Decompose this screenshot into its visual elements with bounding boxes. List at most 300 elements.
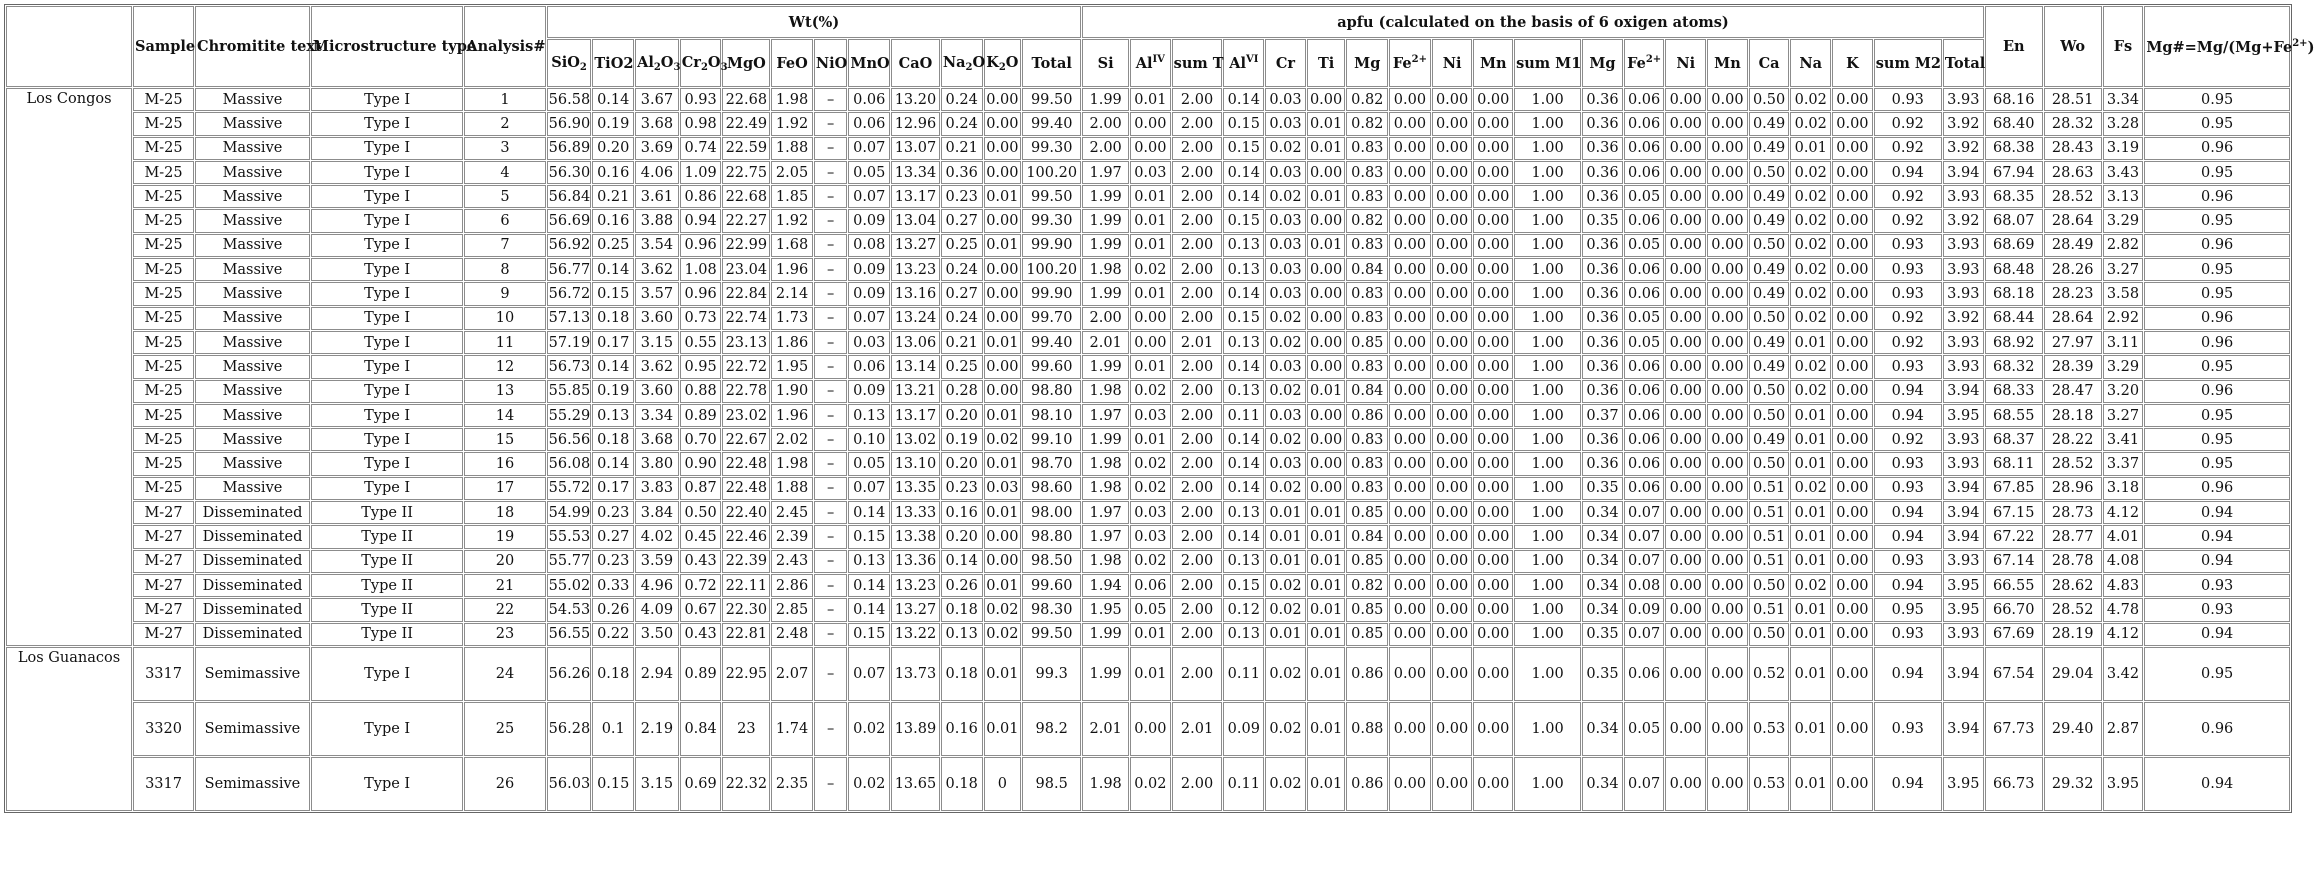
- table-cell: 2.00: [1172, 355, 1223, 378]
- table-cell: 0.00: [1389, 477, 1431, 500]
- table-cell: Massive: [195, 404, 310, 427]
- table-row: [6, 88, 2290, 111]
- table-cell: 3.28: [2103, 112, 2144, 135]
- table-cell: 0.23: [941, 185, 983, 208]
- wt-column-header: [592, 39, 634, 87]
- table-cell: –: [814, 137, 848, 160]
- wt-column-header: [635, 39, 679, 87]
- table-cell: 28.23: [2044, 282, 2102, 305]
- table-cell: 0.92: [1874, 331, 1942, 354]
- table-cell: 100.20: [1022, 258, 1081, 281]
- table-cell: 0.00: [1432, 452, 1473, 475]
- table-cell: 16: [464, 452, 545, 475]
- table-cell: 0.01: [1307, 574, 1346, 597]
- table-cell: 0.00: [984, 307, 1022, 330]
- table-cell: 0.82: [1346, 209, 1388, 232]
- table-cell: 1.97: [1082, 525, 1129, 548]
- table-cell: 0.09: [848, 380, 890, 403]
- apfu-column-superscript: VI: [1245, 54, 1259, 65]
- table-cell: 0.93: [1874, 477, 1942, 500]
- table-cell: 0.00: [1707, 185, 1748, 208]
- table-cell: 0.07: [848, 185, 890, 208]
- table-cell: 0.16: [941, 501, 983, 524]
- table-cell: 0.00: [1832, 88, 1873, 111]
- table-cell: 0.01: [1790, 404, 1831, 427]
- table-cell: 0.94: [2144, 757, 2290, 811]
- table-cell: 24: [464, 647, 545, 701]
- table-cell: 0.16: [592, 209, 634, 232]
- table-cell: 0.01: [1307, 380, 1346, 403]
- table-cell: 1.96: [771, 258, 813, 281]
- table-cell: 0.00: [1832, 550, 1873, 573]
- table-cell: 68.44: [1985, 307, 2043, 330]
- table-cell: Disseminated: [195, 525, 310, 548]
- table-cell: 0.02: [984, 598, 1022, 621]
- table-cell: 1.00: [1514, 258, 1581, 281]
- table-cell: 13.20: [891, 88, 940, 111]
- table-cell: 0.00: [1432, 88, 1473, 111]
- table-cell: 0.36: [1582, 452, 1623, 475]
- table-cell: 0.05: [1130, 598, 1171, 621]
- table-cell: 1.99: [1082, 282, 1129, 305]
- table-row: [6, 404, 2290, 427]
- table-cell: 4.09: [635, 598, 679, 621]
- table-cell: 0.95: [2144, 355, 2290, 378]
- table-cell: 2.00: [1172, 757, 1223, 811]
- table-cell: 2.48: [771, 623, 813, 646]
- table-cell: 13.16: [891, 282, 940, 305]
- table-cell: 0.51: [1749, 525, 1790, 548]
- table-cell: 0.00: [1832, 209, 1873, 232]
- table-cell: 0.49: [1749, 209, 1790, 232]
- table-cell: 3.69: [635, 137, 679, 160]
- table-cell: 0.01: [1130, 428, 1171, 451]
- wt-column-base: K: [986, 53, 999, 71]
- table-cell: 0.84: [1346, 258, 1388, 281]
- table-cell: 0.00: [1307, 258, 1346, 281]
- table-cell: 0.07: [1624, 550, 1665, 573]
- table-cell: –: [814, 88, 848, 111]
- table-cell: 0.72: [680, 574, 722, 597]
- table-cell: 0.00: [1665, 598, 1706, 621]
- table-cell: 1.98: [1082, 550, 1129, 573]
- table-cell: 13.14: [891, 355, 940, 378]
- table-cell: 0.08: [1624, 574, 1665, 597]
- table-cell: 22.59: [722, 137, 770, 160]
- table-cell: 13.21: [891, 380, 940, 403]
- table-cell: 55.53: [547, 525, 592, 548]
- table-cell: 3.34: [2103, 88, 2144, 111]
- table-cell: 28.78: [2044, 550, 2102, 573]
- table-cell: –: [814, 331, 848, 354]
- table-cell: 0.94: [1874, 647, 1942, 701]
- table-cell: M-27: [133, 501, 194, 524]
- table-cell: 1.94: [1082, 574, 1129, 597]
- table-cell: 0.00: [1473, 428, 1513, 451]
- table-cell: 3.27: [2103, 404, 2144, 427]
- table-cell: Massive: [195, 452, 310, 475]
- table-cell: 0.94: [680, 209, 722, 232]
- table-cell: 1.86: [771, 331, 813, 354]
- table-cell: 22.40: [722, 501, 770, 524]
- table-cell: 0.36: [1582, 380, 1623, 403]
- table-cell: 0.02: [1265, 137, 1306, 160]
- table-cell: 13.73: [891, 647, 940, 701]
- apfu-column-base: Ti: [1317, 54, 1335, 72]
- table-cell: 55.77: [547, 550, 592, 573]
- table-cell: 0.00: [1389, 428, 1431, 451]
- table-cell: 0.93: [1874, 702, 1942, 756]
- table-cell: M-27: [133, 574, 194, 597]
- table-cell: 23: [464, 623, 545, 646]
- table-cell: 0.36: [1582, 355, 1623, 378]
- table-cell: Massive: [195, 331, 310, 354]
- table-cell: 3.42: [2103, 647, 2144, 701]
- table-cell: 0.01: [984, 501, 1022, 524]
- table-cell: 0.00: [984, 282, 1022, 305]
- table-cell: 0.34: [1582, 501, 1623, 524]
- table-cell: 0.13: [848, 404, 890, 427]
- wt-column-header: [941, 39, 986, 87]
- table-cell: 13.23: [891, 574, 940, 597]
- table-cell: 2.00: [1172, 88, 1223, 111]
- table-cell: 0.93: [1874, 452, 1942, 475]
- table-cell: 28.64: [2044, 209, 2102, 232]
- apfu-column-header: [1665, 39, 1706, 87]
- table-cell: 0.00: [1389, 380, 1431, 403]
- table-cell: 0.00: [1473, 355, 1513, 378]
- table-cell: Type I: [311, 258, 463, 281]
- table-cell: 0.00: [1832, 647, 1873, 701]
- table-cell: 98.80: [1022, 525, 1081, 548]
- table-cell: 0.35: [1582, 647, 1623, 701]
- table-cell: 0.00: [1832, 307, 1873, 330]
- table-cell: 0.01: [1307, 623, 1346, 646]
- table-cell: 1.00: [1514, 112, 1581, 135]
- table-cell: Disseminated: [195, 501, 310, 524]
- table-cell: 0.00: [1665, 574, 1706, 597]
- table-cell: M-25: [133, 209, 194, 232]
- table-row: [6, 209, 2290, 232]
- wt-column-header: [984, 39, 1022, 87]
- table-row: [6, 702, 2290, 756]
- table-cell: 1.99: [1082, 185, 1129, 208]
- table-cell: 0.00: [1707, 88, 1748, 111]
- table-cell: 54.99: [547, 501, 592, 524]
- table-cell: 0.93: [1874, 258, 1942, 281]
- table-cell: M-25: [133, 452, 194, 475]
- table-cell: 0.93: [680, 88, 722, 111]
- table-row: [6, 137, 2290, 160]
- table-cell: 0.15: [1223, 574, 1264, 597]
- table-cell: 2.45: [771, 501, 813, 524]
- table-cell: 0.01: [1130, 234, 1171, 257]
- table-cell: 0.00: [984, 380, 1022, 403]
- table-cell: 0.07: [1624, 757, 1665, 811]
- table-cell: 0.00: [1307, 477, 1346, 500]
- table-cell: 0.93: [1874, 355, 1942, 378]
- apfu-column-header: [1265, 39, 1306, 87]
- table-cell: 0.05: [848, 452, 890, 475]
- table-cell: 13.35: [891, 477, 940, 500]
- table-cell: 3.83: [635, 477, 679, 500]
- table-cell: 0.07: [848, 647, 890, 701]
- table-cell: 67.85: [1985, 477, 2043, 500]
- table-cell: Disseminated: [195, 574, 310, 597]
- table-cell: 98.00: [1022, 501, 1081, 524]
- table-cell: 0.49: [1749, 258, 1790, 281]
- apfu-column-base: Na: [1799, 54, 1823, 72]
- table-cell: 0.95: [2144, 452, 2290, 475]
- table-cell: 0.34: [1582, 702, 1623, 756]
- apfu-column-base: sum M1: [1516, 54, 1582, 72]
- table-cell: 0.09: [1223, 702, 1264, 756]
- wt-column-base: Na: [942, 53, 966, 71]
- en-header: En: [1985, 6, 2043, 87]
- table-cell: 3317: [133, 647, 194, 701]
- table-cell: 1.00: [1514, 307, 1581, 330]
- table-cell: 0.36: [1582, 331, 1623, 354]
- table-cell: 0.83: [1346, 477, 1388, 500]
- table-cell: 0.20: [592, 137, 634, 160]
- table-cell: 0.01: [1307, 137, 1346, 160]
- table-cell: 0.00: [1473, 477, 1513, 500]
- table-cell: 0.00: [1432, 161, 1473, 184]
- table-cell: 0.00: [1432, 702, 1473, 756]
- table-cell: 0.03: [1130, 525, 1171, 548]
- table-cell: 0.16: [941, 702, 983, 756]
- table-cell: 0.05: [1624, 331, 1665, 354]
- table-cell: 1.00: [1514, 598, 1581, 621]
- table-cell: 0.01: [1790, 525, 1831, 548]
- table-cell: 2.07: [771, 647, 813, 701]
- table-cell: 1.00: [1514, 161, 1581, 184]
- table-cell: 0.02: [1790, 185, 1831, 208]
- table-cell: 1.00: [1514, 702, 1581, 756]
- table-cell: 0.09: [1624, 598, 1665, 621]
- table-cell: 0.69: [680, 757, 722, 811]
- table-cell: 0.00: [1432, 258, 1473, 281]
- table-cell: 3.93: [1943, 623, 1984, 646]
- table-cell: Type II: [311, 525, 463, 548]
- table-cell: 0.22: [592, 623, 634, 646]
- table-cell: 3.19: [2103, 137, 2144, 160]
- table-cell: Massive: [195, 161, 310, 184]
- table-cell: 0.02: [1790, 282, 1831, 305]
- table-cell: 0.94: [1874, 574, 1942, 597]
- table-cell: 0.00: [1307, 282, 1346, 305]
- table-cell: 0.18: [941, 647, 983, 701]
- table-cell: 1.00: [1514, 234, 1581, 257]
- table-cell: 0.95: [2144, 428, 2290, 451]
- table-cell: 0.98: [680, 112, 722, 135]
- wt-column-header: [547, 39, 592, 87]
- table-cell: 26: [464, 757, 545, 811]
- table-cell: 0.36: [1582, 258, 1623, 281]
- table-cell: 0.00: [1473, 185, 1513, 208]
- table-row: [6, 234, 2290, 257]
- table-cell: 68.16: [1985, 88, 2043, 111]
- table-cell: 28.52: [2044, 452, 2102, 475]
- table-cell: 0.01: [1790, 137, 1831, 160]
- apfu-column-base: Mn: [1714, 54, 1741, 72]
- wt-column-subscript: 2: [998, 61, 1006, 73]
- table-cell: 0.11: [1223, 647, 1264, 701]
- table-cell: 0.00: [1665, 209, 1706, 232]
- table-cell: 0.89: [680, 647, 722, 701]
- table-cell: 4.96: [635, 574, 679, 597]
- table-cell: 1.00: [1514, 525, 1581, 548]
- table-cell: 0.36: [1582, 185, 1623, 208]
- table-cell: 56.28: [547, 702, 592, 756]
- table-cell: 0.06: [1624, 137, 1665, 160]
- apfu-column-base: K: [1846, 54, 1859, 72]
- table-cell: 22.78: [722, 380, 770, 403]
- table-cell: 1.99: [1082, 88, 1129, 111]
- table-cell: 3.93: [1943, 452, 1984, 475]
- table-cell: 56.03: [547, 757, 592, 811]
- table-cell: 99.60: [1022, 355, 1081, 378]
- table-cell: 2.00: [1172, 137, 1223, 160]
- table-cell: 3.15: [635, 331, 679, 354]
- apfu-column-superscript: 2+: [1411, 54, 1427, 65]
- table-cell: 0.27: [941, 209, 983, 232]
- table-cell: 0.00: [1432, 757, 1473, 811]
- table-cell: 0.18: [592, 647, 634, 701]
- apfu-column-superscript: 2+: [1645, 54, 1662, 65]
- table-cell: 0.14: [1223, 88, 1264, 111]
- table-cell: 0.00: [1432, 477, 1473, 500]
- table-cell: 0.00: [1707, 307, 1748, 330]
- table-cell: 0.92: [1874, 307, 1942, 330]
- table-cell: 1.98: [771, 452, 813, 475]
- table-cell: 56.08: [547, 452, 592, 475]
- table-cell: 0.13: [1223, 550, 1264, 573]
- table-cell: 23.02: [722, 404, 770, 427]
- table-cell: 0.35: [1582, 477, 1623, 500]
- wt-column-base: NiO: [815, 54, 848, 72]
- table-cell: 0.26: [592, 598, 634, 621]
- table-cell: –: [814, 525, 848, 548]
- table-cell: 0.00: [1432, 525, 1473, 548]
- table-cell: 0.00: [1473, 550, 1513, 573]
- table-cell: 4.78: [2103, 598, 2144, 621]
- table-cell: 1.88: [771, 477, 813, 500]
- table-cell: –: [814, 112, 848, 135]
- apfu-column-base: Al: [1135, 55, 1153, 72]
- apfu-column-header: [1432, 39, 1473, 87]
- wt-column-base-2: O: [707, 53, 721, 71]
- table-cell: 2.87: [2103, 702, 2144, 756]
- table-cell: 0.96: [680, 234, 722, 257]
- table-cell: 13.10: [891, 452, 940, 475]
- table-cell: 0.00: [1432, 185, 1473, 208]
- table-cell: 0.14: [1223, 477, 1264, 500]
- table-cell: M-25: [133, 112, 194, 135]
- table-cell: 2.01: [1082, 702, 1129, 756]
- table-cell: 0.00: [1665, 647, 1706, 701]
- table-cell: 0.06: [848, 88, 890, 111]
- table-cell: 0.12: [1223, 598, 1264, 621]
- table-cell: 2.00: [1172, 307, 1223, 330]
- table-cell: 99.60: [1022, 574, 1081, 597]
- table-cell: 0.23: [592, 550, 634, 573]
- table-cell: 0.02: [1130, 477, 1171, 500]
- table-cell: 0.49: [1749, 185, 1790, 208]
- table-cell: 1.97: [1082, 161, 1129, 184]
- table-cell: 0.00: [1307, 404, 1346, 427]
- table-cell: 0.84: [1346, 525, 1388, 548]
- table-cell: 0.00: [1473, 137, 1513, 160]
- table-cell: 3.68: [635, 428, 679, 451]
- table-cell: 2.00: [1172, 185, 1223, 208]
- table-cell: 13.23: [891, 258, 940, 281]
- table-cell: 0.95: [2144, 209, 2290, 232]
- table-cell: 1.00: [1514, 209, 1581, 232]
- table-cell: 0.00: [1307, 331, 1346, 354]
- table-cell: Massive: [195, 477, 310, 500]
- table-cell: 99.10: [1022, 428, 1081, 451]
- table-cell: 0.01: [1790, 452, 1831, 475]
- table-cell: 0.00: [1707, 428, 1748, 451]
- table-cell: 0.01: [984, 331, 1022, 354]
- wt-column-subscript: 2: [965, 61, 973, 73]
- table-cell: 2.00: [1172, 623, 1223, 646]
- table-cell: Massive: [195, 234, 310, 257]
- table-cell: 0.83: [1346, 282, 1388, 305]
- table-cell: 0.85: [1346, 550, 1388, 573]
- wt-column-subscript: 2: [579, 61, 587, 73]
- table-cell: 0.83: [1346, 428, 1388, 451]
- table-cell: 28.49: [2044, 234, 2102, 257]
- table-cell: M-27: [133, 623, 194, 646]
- table-cell: 4: [464, 161, 545, 184]
- table-cell: 0.96: [680, 282, 722, 305]
- table-cell: 0.01: [984, 702, 1022, 756]
- table-cell: 0.00: [1832, 477, 1873, 500]
- table-cell: 0.00: [1389, 525, 1431, 548]
- table-cell: 0.03: [1265, 209, 1306, 232]
- table-cell: 2.00: [1172, 161, 1223, 184]
- location-cell: Los Congos: [6, 88, 132, 646]
- apfu-column-header: [1172, 39, 1223, 87]
- table-cell: 0.00: [1389, 137, 1431, 160]
- table-cell: 3.92: [1943, 307, 1984, 330]
- apfu-column-base: Mg: [1589, 54, 1616, 72]
- table-row: [6, 598, 2290, 621]
- table-cell: 20: [464, 550, 545, 573]
- table-cell: 4.08: [2103, 550, 2144, 573]
- table-cell: 0.05: [848, 161, 890, 184]
- table-cell: 0.03: [1265, 282, 1306, 305]
- table-cell: 0.70: [680, 428, 722, 451]
- table-cell: 0.01: [1130, 623, 1171, 646]
- mg-number-label: Mg#=Mg/(Mg+Fe: [2146, 38, 2293, 56]
- table-cell: 3.43: [2103, 161, 2144, 184]
- table-cell: 0.14: [848, 574, 890, 597]
- table-cell: M-25: [133, 161, 194, 184]
- table-cell: 0.13: [1223, 258, 1264, 281]
- table-cell: 0.13: [941, 623, 983, 646]
- table-cell: 0.00: [1307, 355, 1346, 378]
- table-cell: 0.00: [1473, 702, 1513, 756]
- table-cell: Type II: [311, 574, 463, 597]
- table-cell: 68.37: [1985, 428, 2043, 451]
- table-cell: 1.88: [771, 137, 813, 160]
- table-cell: 0.01: [1790, 428, 1831, 451]
- table-cell: 0.53: [1749, 702, 1790, 756]
- wt-column-base: Total: [1031, 54, 1072, 72]
